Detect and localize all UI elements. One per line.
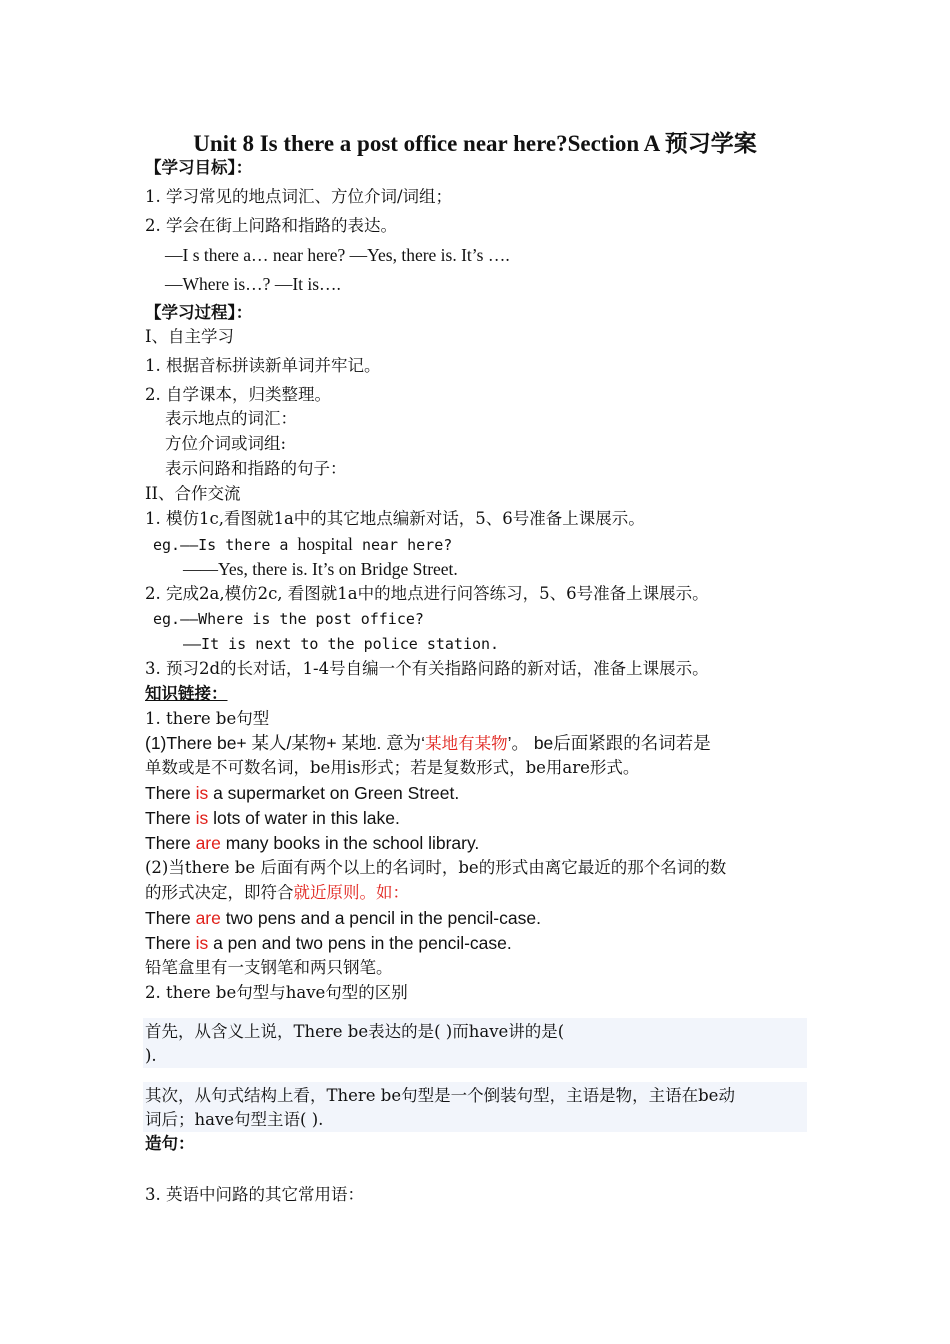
sentence-end: a supermarket on Green Street.: [208, 783, 460, 803]
knowledge-1-rule-line-1: [145, 732, 711, 755]
document-title: Unit 8 Is there a post office near here?Section A 预习学案: [193, 131, 757, 156]
part1-item-1: 1. 根据音标拼读新单词并牢记。: [145, 356, 381, 375]
rule-highlight: 某地有某物: [425, 734, 508, 753]
objective-example-2: —Where is…? —It is….: [165, 274, 341, 294]
knowledge-2-title: 2. there be句型与have句型的区别: [145, 983, 408, 1002]
part2-item-2: 2. 完成2a,模仿2c, 看图就1a中的地点进行问答练习，5、6号准备上课展示。: [145, 584, 709, 603]
sentence-end: a pen and two pens in the pencil-case.: [208, 933, 512, 953]
objective-item-2: 2. 学会在街上问路和指路的表达。: [145, 216, 397, 235]
sentence-verb: are: [195, 908, 221, 928]
rule2-text: 的形式决定，即符合: [145, 883, 294, 902]
part1-item-2: 2. 自学课本，归类整理。: [145, 385, 331, 404]
sentence-start: There: [145, 908, 196, 928]
sentence-end: many books in the school library.: [220, 833, 480, 853]
knowledge-1-title: 1. there be句型: [145, 709, 270, 728]
part2-item-3: 3. 预习2d的长对话，1-4号自编一个有关指路问路的新对话，准备上课展示。: [145, 659, 709, 678]
objectives-heading: 【学习目标】：: [145, 158, 253, 177]
part2-example-2b: ——It is next to the police station.: [183, 635, 500, 653]
objective-item-1: 1. 学习常见的地点词汇、方位介词/词组；: [145, 187, 453, 206]
process-heading: 【学习过程】：: [145, 303, 253, 322]
knowledge-2-second-line-2: 词后；have句型主语( ).: [145, 1110, 324, 1129]
make-sentence-label: 造句：: [145, 1134, 195, 1153]
part2-title: II、合作交流: [145, 484, 241, 503]
example-sentence-4: [145, 907, 541, 929]
example-5-translation: 铅笔盒里有一支钢笔和两只钢笔。: [145, 958, 393, 977]
part2-item-1: 1. 模仿1c,看图就1a中的其它地点编新对话，5、6号准备上课展示。: [145, 509, 645, 528]
knowledge-3-title: 3. 英语中问路的其它常用语：: [145, 1185, 364, 1204]
example-sentence-2: [145, 807, 400, 829]
part2-example-1a: [153, 533, 452, 556]
sentence-start: There: [145, 933, 196, 953]
knowledge-2-first-line-1: 首先，从含义上说，There be表达的是( )而have讲的是(: [145, 1022, 565, 1041]
part2-example-2a: eg.——Where is the post office?: [153, 610, 424, 628]
sentence-start: There: [145, 833, 196, 853]
knowledge-2-second-line-1: 其次，从句式结构上看，There be句型是一个倒装句型，主语是物，主语在be动: [145, 1086, 735, 1105]
knowledge-1-rule2-line-2: [145, 882, 409, 904]
example-sentence-5: [145, 932, 512, 954]
sentence-verb: is: [195, 783, 209, 803]
objective-example-1: —I s there a… near here? —Yes, there is. It’s ….: [165, 245, 510, 265]
sentence-verb: is: [195, 933, 209, 953]
part1-title: I、自主学习: [145, 327, 235, 346]
rule-text-a: (1)There be+ 某人/某物+ 某地. 意为‘: [145, 733, 426, 753]
sentence-start: There: [145, 808, 196, 828]
knowledge-1-rule-line-2: 单数或是不可数名词，be用is形式；若是复数形式，be用are形式。: [145, 758, 640, 777]
sentence-verb: is: [195, 808, 209, 828]
example-1a-word: hospital: [297, 534, 353, 554]
knowledge-2-first-line-2: ).: [145, 1046, 157, 1065]
example-sentence-1: [145, 782, 459, 804]
knowledge-1-rule2-line-1: (2)当there be 后面有两个以上的名词时，be的形式由离它最近的那个名词的数: [145, 858, 727, 877]
knowledge-heading: 知识链接：: [145, 685, 228, 703]
part1-sub-3: 表示问路和指路的句子：: [165, 459, 347, 478]
sentence-start: There: [145, 783, 196, 803]
sentence-end: two pens and a pencil in the pencil-case.: [220, 908, 541, 928]
part1-sub-1: 表示地点的词汇：: [165, 409, 297, 428]
rule2-highlight: 就近原则。如：: [293, 883, 409, 902]
sentence-verb: are: [195, 833, 221, 853]
example-1a-suffix: near here?: [352, 536, 453, 554]
sentence-end: lots of water in this lake.: [208, 808, 400, 828]
example-sentence-3: [145, 832, 479, 854]
rule-text-b: ’。 be后面紧跟的名词若是: [507, 733, 711, 753]
part1-sub-2: 方位介词或词组:: [165, 434, 287, 453]
example-1a-prefix: eg.——Is there a: [153, 536, 298, 554]
part2-example-1b: ——Yes, there is. It’s on Bridge Street.: [183, 559, 458, 579]
